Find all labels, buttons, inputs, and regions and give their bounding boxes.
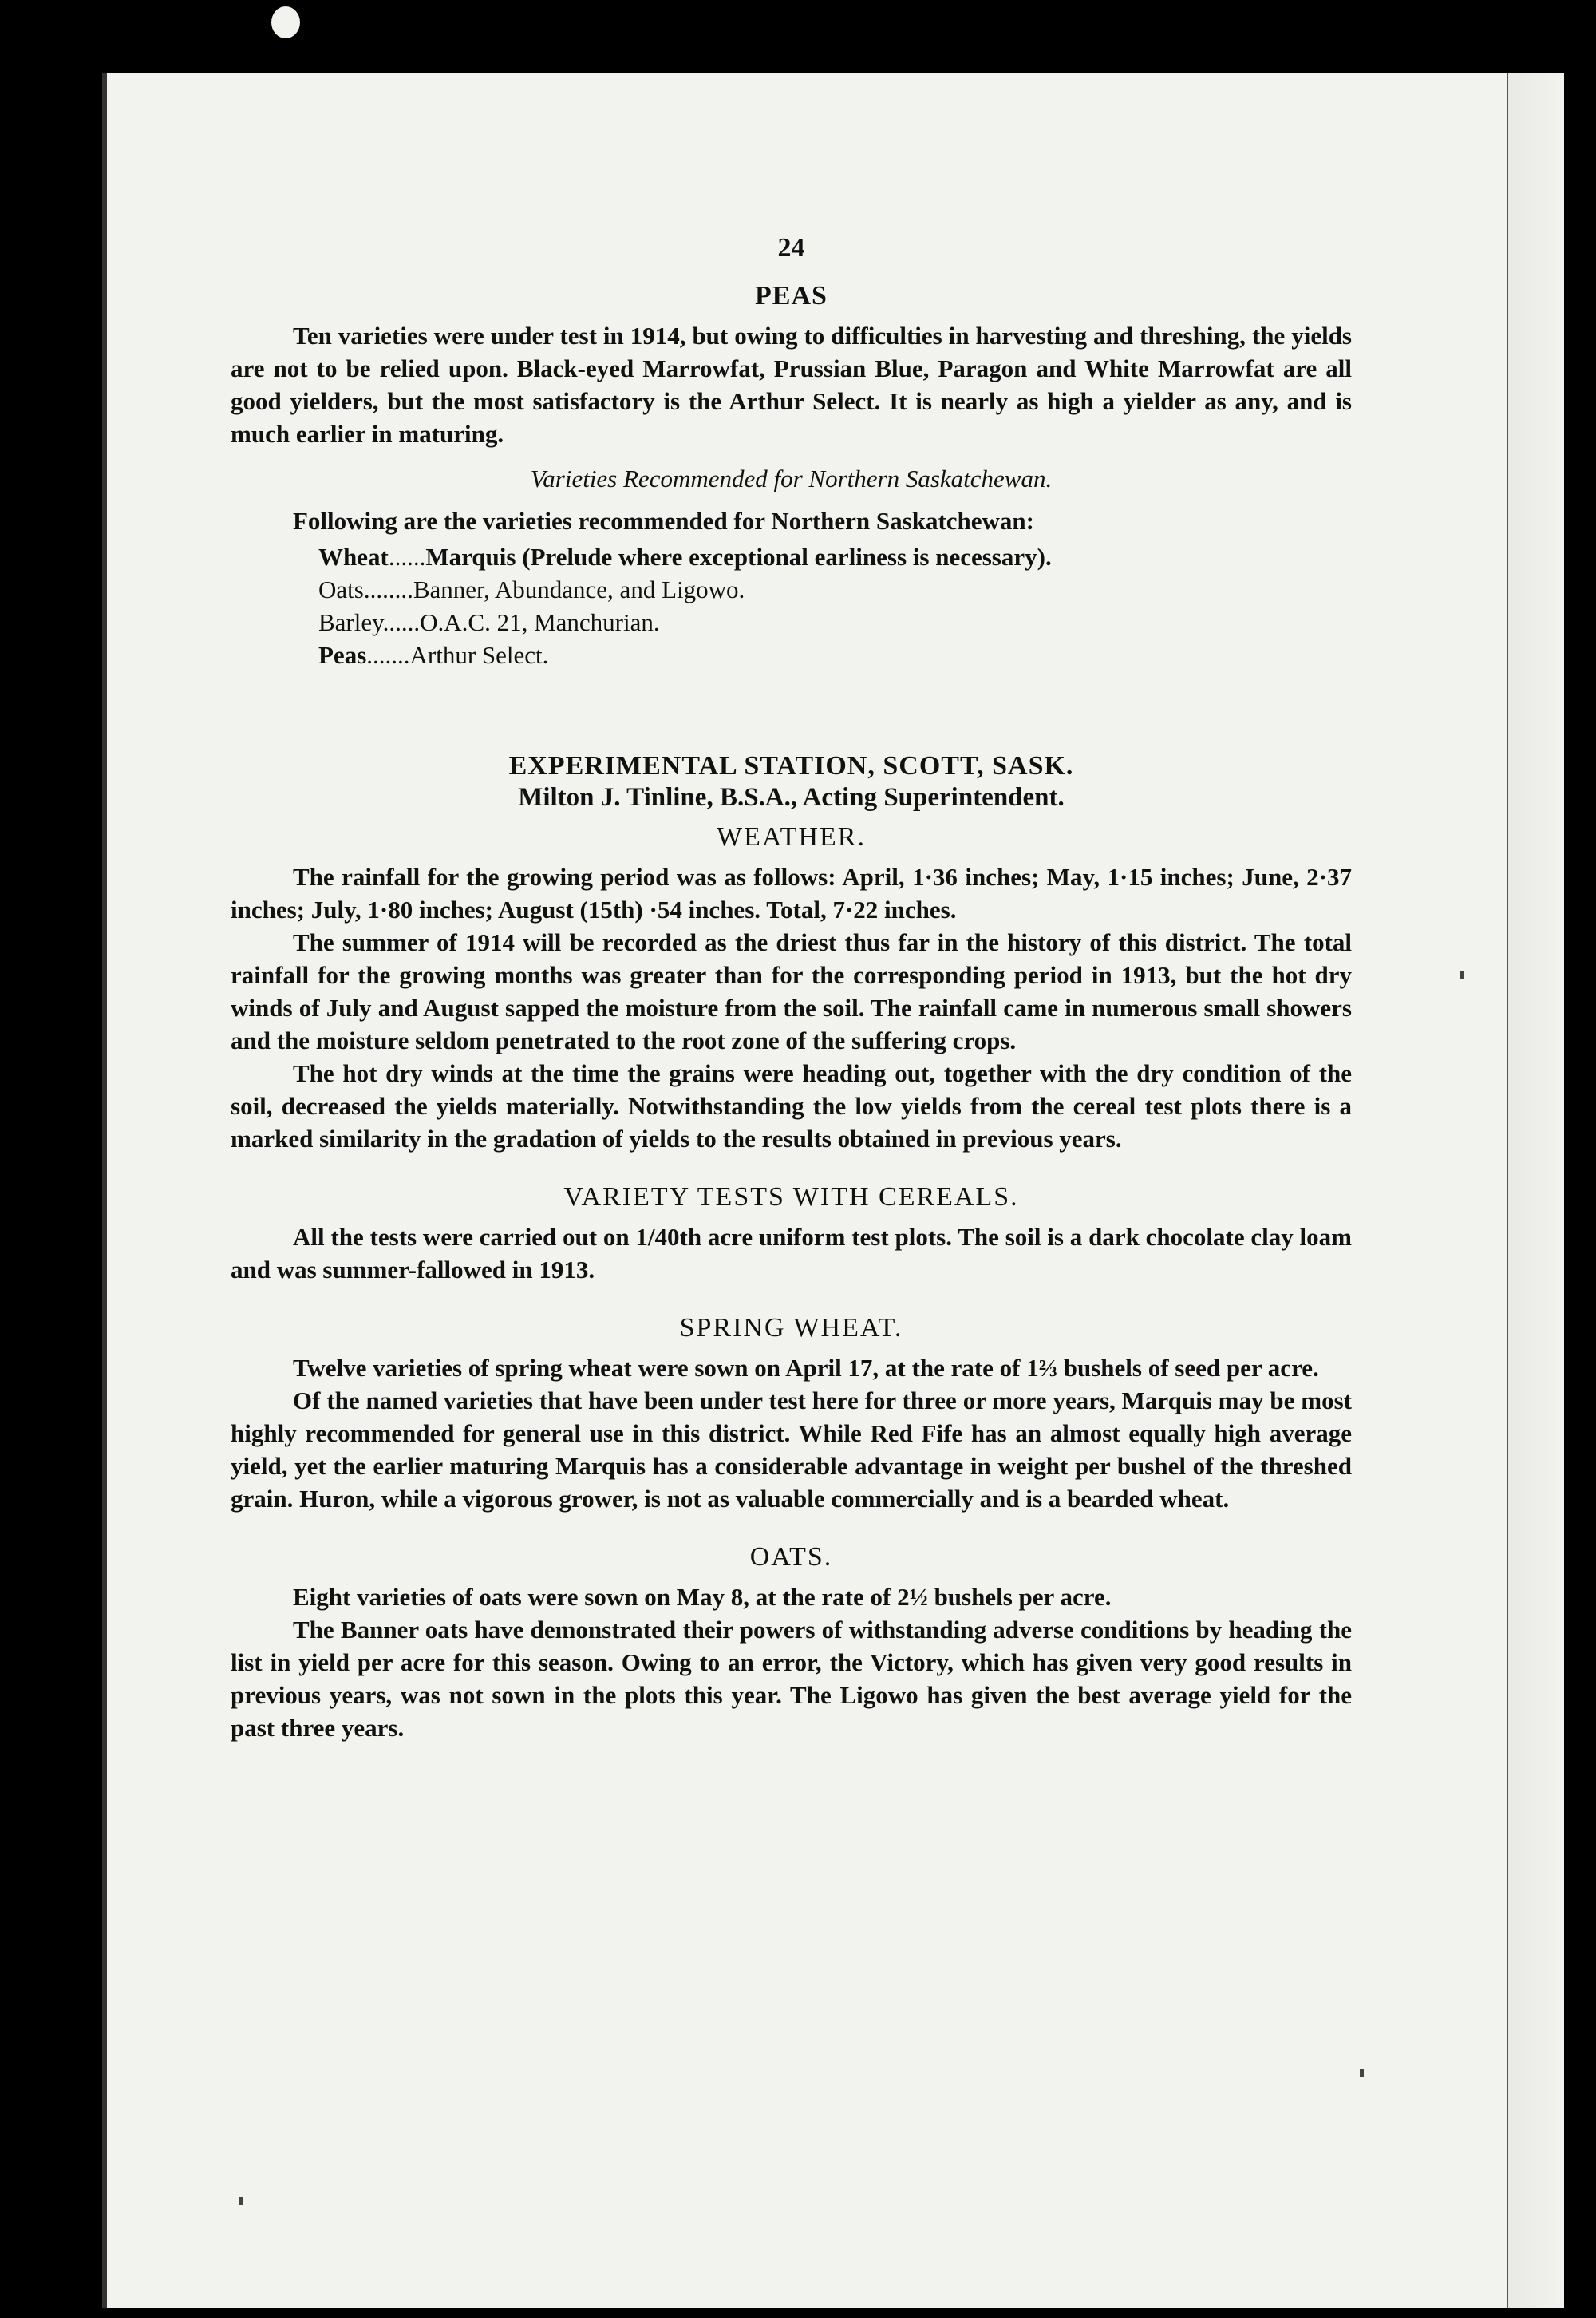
variety-tests-heading: VARIETY TESTS WITH CEREALS. xyxy=(563,1182,1019,1212)
variety-tests-paragraph: All the tests were carried out on 1/40th acre uniform test plots. The soil is a dark chocolate clay loam and was summer-fallowed in 1913. xyxy=(231,1223,1352,1284)
crop-varieties: Banner, Abundance, and Ligowo. xyxy=(413,576,745,603)
weather-paragraph: The rainfall for the growing period was as follows: April, 1·36 inches; May, 1·15 inches; June, 2·37 inches; July, 1·80 inches; August (15th) ·54 inches. Total, 7·22 inches. xyxy=(231,863,1352,924)
recommended-intro: Following are the varieties recommended for Northern Saskatchewan: xyxy=(293,507,1035,535)
crop-varieties: O.A.C. 21, Manchurian. xyxy=(420,608,660,636)
oats-paragraph: The Banner oats have demonstrated their powers of withstanding adverse conditions by heading the list in yield per acre for this season. Owing to an error, the Victory, which has given very good results in previous years, was not sown in the plots this year. The Ligowo has given the best average yield for the past three years. xyxy=(231,1616,1352,1742)
recommended-subheading: Varieties Recommended for Northern Saskatchewan. xyxy=(530,465,1053,492)
page-edge xyxy=(1507,73,1564,2308)
spring-wheat-paragraph: Twelve varieties of spring wheat were sown on April 17, at the rate of 1⅔ bushels of seed per acre. xyxy=(293,1354,1319,1382)
oats-paragraph: Eight varieties of oats were sown on May 8, at the rate of 2½ bushels per acre. xyxy=(293,1583,1112,1611)
list-item xyxy=(318,540,1352,573)
crop-name: Oats xyxy=(318,576,364,603)
leader-dots: ...... xyxy=(382,608,421,636)
crop-name: Wheat xyxy=(318,543,389,571)
station-superintendent: Milton J. Tinline, B.S.A., Acting Superintendent. xyxy=(518,783,1065,812)
scan-speck xyxy=(239,2197,243,2205)
spring-wheat-heading: SPRING WHEAT. xyxy=(679,1313,903,1343)
weather-heading: WEATHER. xyxy=(717,822,866,852)
list-item xyxy=(318,639,1352,671)
peas-paragraph: Ten varieties were under test in 1914, but owing to difficulties in harvesting and threshing, the yields are not to be relied upon. Black-eyed Marrowfat, Prussian Blue, Paragon and White Marrowfat are all good yielders, but the most satisfactory is the Arthur Select. It is nearly as high a yielder as any, and is much earlier in maturing. xyxy=(231,322,1352,448)
crop-name: Barley xyxy=(318,608,383,636)
document-page xyxy=(102,73,1564,2308)
scan-speck xyxy=(1460,971,1464,979)
weather-paragraph: The summer of 1914 will be recorded as the driest thus far in the history of this district. The total rainfall for the growing months was greater than for the corresponding period in 1913, but the hot dry winds of July and August sapped the moisture from the soil. The rainfall came in numerous small showers and the moisture seldom penetrated to the root zone of the suffering crops. xyxy=(231,928,1352,1054)
page-content xyxy=(231,233,1352,1744)
scan-speck xyxy=(1360,2069,1364,2077)
list-item xyxy=(318,606,1352,639)
spring-wheat-paragraph: Of the named varieties that have been under test here for three or more years, Marquis may be most highly recommended for general use in this district. While Red Fife has an almost equally high average yield, yet the earlier maturing Marquis has a considerable advantage in weight per bushel of the threshed grain. Huron, while a vigorous grower, is not as valuable commercially and is a bearded wheat. xyxy=(231,1386,1352,1513)
leader-dots: ....... xyxy=(366,641,410,669)
oats-heading: OATS. xyxy=(749,1542,833,1572)
crop-varieties: Arthur Select. xyxy=(409,641,549,669)
list-item xyxy=(318,573,1352,606)
leader-dots: ........ xyxy=(363,576,413,603)
crop-varieties: Marquis (Prelude where exceptional earliness is necessary). xyxy=(425,543,1052,571)
peas-heading: PEAS xyxy=(755,281,828,311)
recommended-list xyxy=(318,540,1352,671)
weather-paragraph: The hot dry winds at the time the grains were heading out, together with the dry condition of the soil, decreased the yields materially. Notwithstanding the low yields from the cereal test plots there is a marked similarity in the gradation of yields to the results obtained in previous years. xyxy=(231,1059,1352,1153)
leader-dots: ...... xyxy=(388,543,426,571)
station-title: EXPERIMENTAL STATION, SCOTT, SASK. xyxy=(508,751,1074,781)
scan-artifact xyxy=(239,0,335,48)
page-number: 24 xyxy=(777,233,805,263)
crop-name: Peas xyxy=(318,641,367,669)
